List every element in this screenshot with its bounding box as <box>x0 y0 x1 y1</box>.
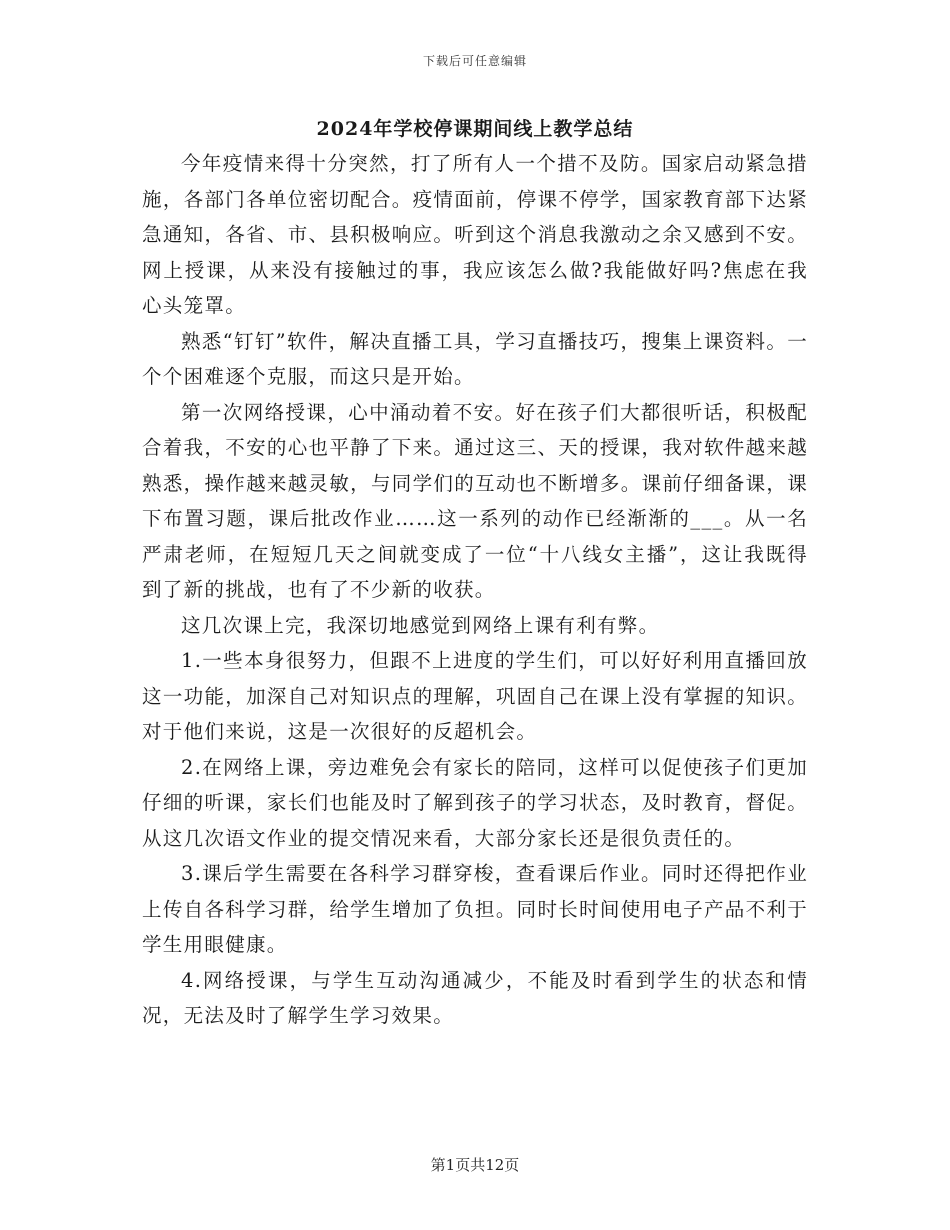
list-item-3: 3.课后学生需要在各科学习群穿梭，查看课后作业。同时还得把作业上传自各科学习群，给学生增加了负担。同时长时间使用电子产品不利于学生用眼健康。 <box>142 862 808 956</box>
paragraph-preparation: 熟悉“钉钉”软件，解决直播工具，学习直播技巧，搜集上课资料。一个个困难逐个克服，而这只是开始。 <box>142 329 808 388</box>
list-item-2: 2.在网络上课，旁边难免会有家长的陪同，这样可以促使孩子们更加仔细的听课，家长们也能及时了解到孩子的学习状态，及时教育，督促。从这几次语文作业的提交情况来看，大部分家长还是很负责任的。 <box>142 755 808 850</box>
list-item-1: 1.一些本身很努力，但跟不上进度的学生们，可以好好利用直播回放这一功能，加深自己对知识点的理解，巩固自己在课上没有掌握的知识。对于他们来说，这是一次很好的反超机会。 <box>142 649 808 743</box>
paragraph-pros-cons: 这几次课上完，我深切地感觉到网络上课有利有弊。 <box>181 613 660 637</box>
document-title: 2024年学校停课期间线上教学总结 <box>316 118 634 140</box>
page-header-note: 下载后可任意编辑 <box>422 54 527 68</box>
document-body <box>142 146 808 1034</box>
page-number: 第1页共12页 <box>430 1156 520 1174</box>
paragraph-intro: 今年疫情来得十分突然，打了所有人一个措不及防。国家启动紧急措施，各部门各单位密切配合。疫情面前，停课不停学，国家教育部下达紧急通知，各省、市、县积极响应。听到这个消息我激动之余又感到不安。网上授课，从来没有接触过的事，我应该怎么做?我能做好吗?焦虑在我心头笼罩。 <box>142 152 808 317</box>
paragraph-first-lesson: 第一次网络授课，心中涌动着不安。好在孩子们大都很听话，积极配合着我，不安的心也平静了下来。通过这三、天的授课，我对软件越来越熟悉，操作越来越灵敏，与同学们的互动也不断增多。课前仔细备课，课下布置习题，课后批改作业……这一系列的动作已经渐渐的___。从一名严肃老师，在短短几天之间就变成了一位“十八线女主播”，这让我既得到了新的挑战，也有了不少新的收获。 <box>142 400 808 601</box>
list-item-4: 4.网络授课，与学生互动沟通减少，不能及时看到学生的状态和情况，无法及时了解学生学习效果。 <box>142 968 808 1027</box>
